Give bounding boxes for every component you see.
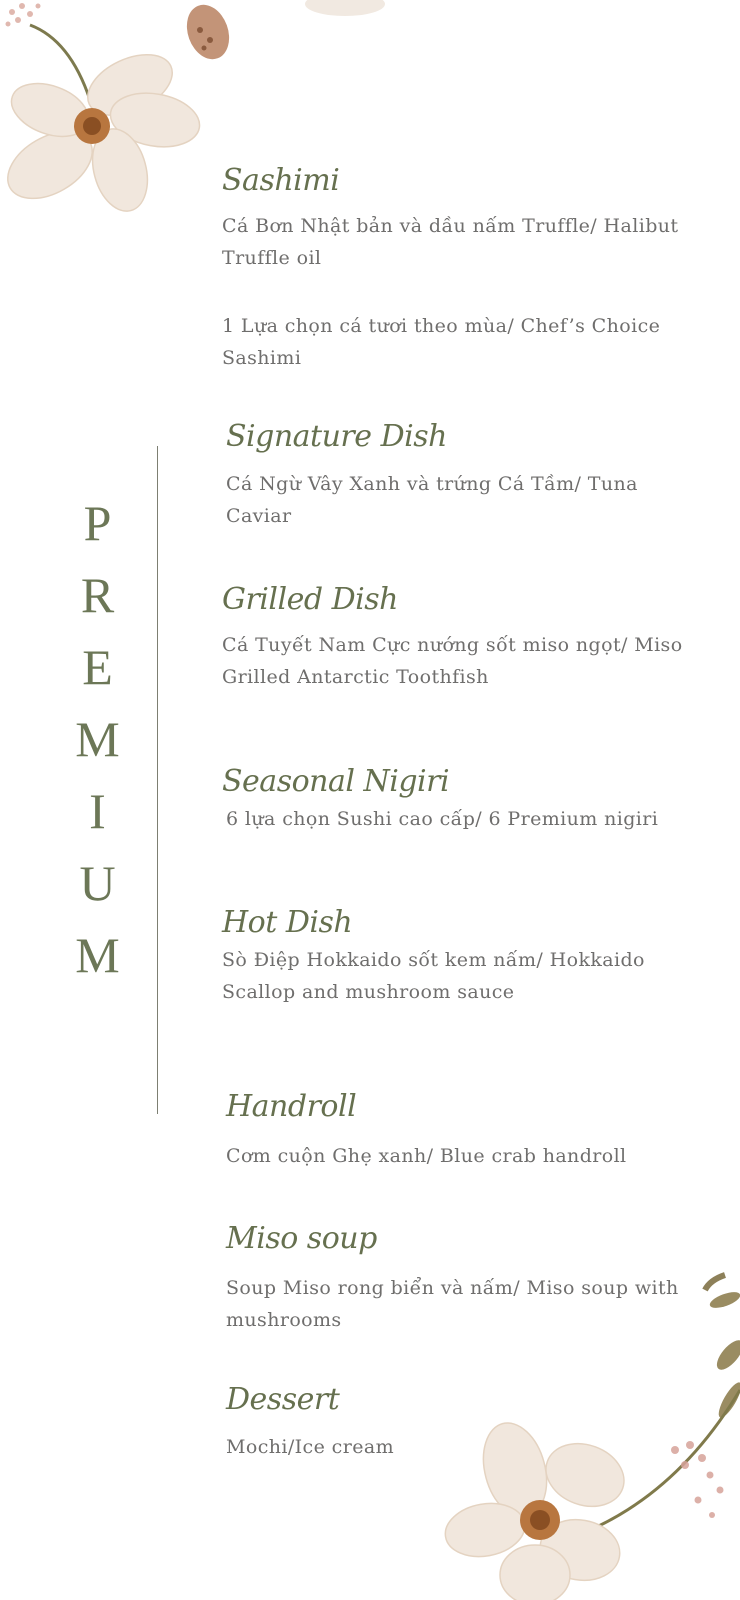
section-title: Dessert <box>226 1382 340 1417</box>
premium-letter: R <box>80 567 115 623</box>
menu-section-handroll <box>226 1088 696 1172</box>
section-description: Cơm cuộn Ghẹ xanh/ Blue crab handroll <box>226 1145 627 1167</box>
vertical-divider <box>157 446 158 1114</box>
premium-letter: P <box>83 495 112 551</box>
section-title: Signature Dish <box>226 419 447 454</box>
menu-section-sashimi <box>222 162 692 274</box>
petal-top-icon <box>300 0 390 20</box>
menu-section-grilled-dish <box>222 581 692 693</box>
section-description: Soup Miso rong biển và nấm/ Miso soup with mushrooms <box>226 1277 679 1331</box>
menu-section-hot-dish <box>222 904 692 1008</box>
section-description: Cá Bơn Nhật bản và dầu nấm Truffle/ Halibut Truffle oil <box>222 215 679 269</box>
section-description: 1 Lựa chọn cá tươi theo mùa/ Chef’s Choice Sashimi <box>222 315 661 369</box>
section-title: Handroll <box>226 1089 357 1124</box>
menu-section-seasonal-nigiri <box>222 763 692 835</box>
section-title: Seasonal Nigiri <box>222 764 450 799</box>
section-description: 6 lựa chọn Sushi cao cấp/ 6 Premium nigiri <box>226 808 659 830</box>
premium-letter: I <box>89 783 106 839</box>
seed-pod-icon <box>180 0 240 65</box>
section-title: Grilled Dish <box>222 582 398 617</box>
section-title: Sashimi <box>222 163 340 198</box>
menu-section-chefs-choice <box>222 310 692 374</box>
menu-section-signature-dish <box>226 418 696 532</box>
menu-section-dessert <box>226 1381 696 1463</box>
section-description: Mochi/Ice cream <box>226 1436 394 1458</box>
premium-letter: U <box>79 855 116 911</box>
section-description: Cá Ngừ Vây Xanh và trứng Cá Tầm/ Tuna Caviar <box>226 473 638 527</box>
section-description: Sò Điệp Hokkaido sốt kem nấm/ Hokkaido Scallop and mushroom sauce <box>222 949 645 1003</box>
section-title: Hot Dish <box>222 905 353 940</box>
menu-section-miso-soup <box>226 1220 696 1336</box>
section-title: Miso soup <box>226 1221 377 1256</box>
premium-letter: M <box>75 927 120 983</box>
premium-letter: E <box>82 639 113 695</box>
section-description: Cá Tuyết Nam Cực nướng sốt miso ngọt/ Miso Grilled Antarctic Toothfish <box>222 634 683 688</box>
premium-letter: M <box>75 711 120 767</box>
